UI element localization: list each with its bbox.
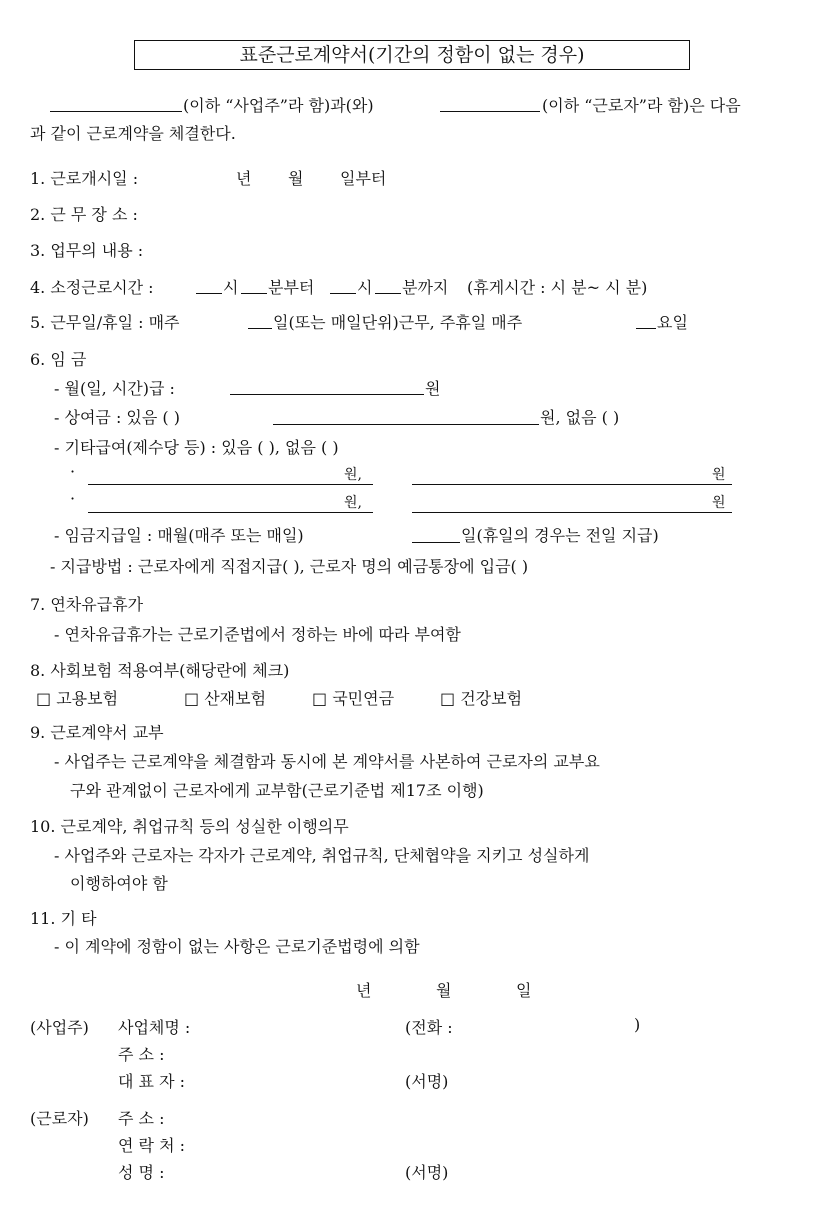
other-pay-unit-2a: 원, bbox=[344, 495, 362, 511]
section-11-text: - 이 계약에 정함이 없는 사항은 근로기준법령에 의함 bbox=[54, 937, 420, 956]
break-time: (휴게시간 : 시 분~ 시 분) bbox=[467, 278, 648, 297]
section-9-label: 9. 근로계약서 교부 bbox=[30, 723, 164, 742]
intro-worker-suffix: (이하 “근로자”라 함)은 다음 bbox=[542, 96, 741, 115]
employer-phone-close: ) bbox=[634, 1015, 641, 1034]
other-pay-bullet-2: · bbox=[70, 489, 76, 508]
insurance-pension-checkbox[interactable]: □ 국민연금 bbox=[312, 689, 395, 708]
start-minute-field[interactable] bbox=[241, 293, 267, 294]
worker-name-field[interactable] bbox=[440, 111, 540, 112]
payday-label: - 임금지급일 : 매월(매주 또는 매일) bbox=[54, 526, 304, 545]
monthly-wage-unit: 원 bbox=[425, 379, 441, 398]
start-day-label: 일부터 bbox=[340, 169, 387, 188]
bonus-unit: 원, 없음 ( ) bbox=[540, 408, 620, 427]
worker-tag: (근로자) bbox=[30, 1109, 89, 1128]
insurance-accident-checkbox[interactable]: □ 산재보험 bbox=[184, 689, 267, 708]
contract-date-month: 월 bbox=[436, 981, 452, 1000]
employer-name-field[interactable] bbox=[50, 111, 182, 112]
section-9-text-2: 구와 관계없이 근로자에게 교부함(근로기준법 제17조 이행) bbox=[70, 781, 484, 800]
section-1-label: 1. 근로개시일 : bbox=[30, 169, 139, 188]
section-3-label: 3. 업무의 내용 : bbox=[30, 241, 144, 260]
work-days-field[interactable] bbox=[248, 328, 272, 329]
section-8-label: 8. 사회보험 적용여부(해당란에 체크) bbox=[30, 661, 290, 680]
section-7-label: 7. 연차유급휴가 bbox=[30, 595, 144, 614]
section-5-label: 5. 근무일/휴일 : 매주 bbox=[30, 313, 180, 332]
section-2-label: 2. 근 무 장 소 : bbox=[30, 205, 138, 224]
insurance-employment-checkbox[interactable]: □ 고용보험 bbox=[36, 689, 119, 708]
payment-method: - 지급방법 : 근로자에게 직접지급( ), 근로자 명의 예금통장에 입금( ) bbox=[50, 557, 529, 576]
end-minute-field[interactable] bbox=[375, 293, 401, 294]
holiday-unit: 요일 bbox=[657, 313, 688, 332]
document-title bbox=[134, 40, 690, 70]
end-hour-field[interactable] bbox=[330, 293, 356, 294]
intro-employer-suffix: (이하 “사업주”라 함)과(와) bbox=[183, 96, 374, 115]
other-pay-unit-1a: 원, bbox=[344, 467, 362, 483]
insurance-health-checkbox[interactable]: □ 건강보험 bbox=[440, 689, 523, 708]
section-9-text-1: - 사업주는 근로계약을 체결함과 동시에 본 계약서를 사본하여 근로자의 교부요 bbox=[54, 752, 600, 771]
employer-phone-label: (전화 : bbox=[405, 1018, 453, 1037]
employer-company-label: 사업체명 : bbox=[118, 1018, 191, 1037]
section-6-label: 6. 임 금 bbox=[30, 350, 87, 369]
worker-contact-label: 연 락 처 : bbox=[118, 1136, 186, 1155]
start-year-label: 년 bbox=[236, 169, 252, 188]
intro-line2: 과 같이 근로계약을 체결한다. bbox=[30, 124, 236, 143]
employer-rep-label: 대 표 자 : bbox=[118, 1072, 186, 1091]
employer-address-label: 주 소 : bbox=[118, 1045, 165, 1064]
other-pay-bullet-1: · bbox=[70, 462, 76, 481]
payday-suffix: 일(휴일의 경우는 전일 지급) bbox=[461, 526, 659, 545]
bonus-label: - 상여금 : 있음 ( ) bbox=[54, 408, 180, 427]
other-pay-unit-2b: 원 bbox=[712, 495, 726, 511]
section-10-text-2: 이행하여야 함 bbox=[70, 874, 168, 893]
document-title-text: 표준근로계약서(기간의 정함이 없는 경우) bbox=[239, 44, 585, 66]
start-month-label: 월 bbox=[288, 169, 304, 188]
monthly-wage-label: - 월(일, 시간)급 : bbox=[54, 379, 175, 398]
employer-tag: (사업주) bbox=[30, 1018, 89, 1037]
section-11-label: 11. 기 타 bbox=[30, 909, 97, 928]
end-minute-unit: 분까지 bbox=[402, 278, 449, 297]
bonus-field[interactable] bbox=[273, 424, 539, 425]
other-pay-field-2b[interactable] bbox=[412, 512, 732, 513]
other-pay-field-2a[interactable] bbox=[88, 512, 373, 513]
other-pay-field-1a[interactable] bbox=[88, 484, 373, 485]
employer-signature-label: (서명) bbox=[405, 1072, 449, 1091]
other-pay-label: - 기타급여(제수당 등) : 있음 ( ), 없음 ( ) bbox=[54, 438, 339, 457]
holiday-field[interactable] bbox=[636, 328, 656, 329]
worker-signature-label: (서명) bbox=[405, 1163, 449, 1182]
start-hour-field[interactable] bbox=[196, 293, 222, 294]
worker-name-label: 성 명 : bbox=[118, 1163, 165, 1182]
other-pay-unit-1b: 원 bbox=[712, 467, 726, 483]
other-pay-field-1b[interactable] bbox=[412, 484, 732, 485]
section-10-label: 10. 근로계약, 취업규칙 등의 성실한 이행의무 bbox=[30, 817, 349, 836]
start-hour-unit: 시 bbox=[223, 278, 239, 297]
contract-date-year: 년 bbox=[356, 981, 372, 1000]
start-minute-unit: 분부터 bbox=[268, 278, 315, 297]
section-7-text: - 연차유급휴가는 근로기준법에서 정하는 바에 따라 부여함 bbox=[54, 625, 461, 644]
contract-date-day: 일 bbox=[516, 981, 532, 1000]
monthly-wage-field[interactable] bbox=[230, 394, 424, 395]
end-hour-unit: 시 bbox=[357, 278, 373, 297]
section-4-label: 4. 소정근로시간 : bbox=[30, 278, 154, 297]
worker-address-label: 주 소 : bbox=[118, 1109, 165, 1128]
payday-field[interactable] bbox=[412, 542, 460, 543]
section-10-text-1: - 사업주와 근로자는 각자가 근로계약, 취업규칙, 단체협약을 지키고 성실하게 bbox=[54, 846, 590, 865]
work-days-text: 일(또는 매일단위)근무, 주휴일 매주 bbox=[273, 313, 523, 332]
